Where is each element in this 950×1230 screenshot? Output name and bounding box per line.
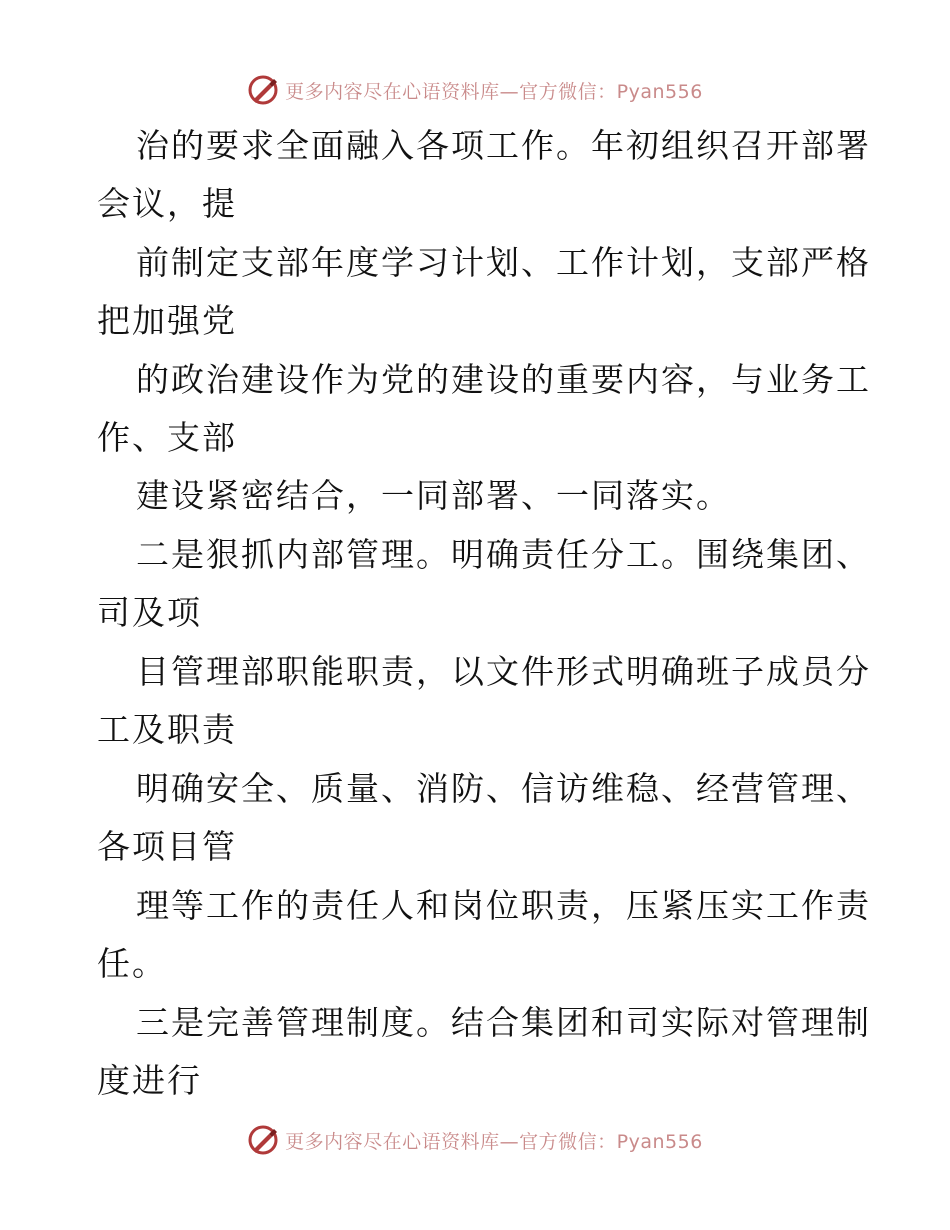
watermark-text: 更多内容尽在心语资料库—官方微信：Pyan556 (285, 1130, 703, 1153)
text-line: 会议，提 (97, 184, 237, 223)
text-line: 治的要求全面融入各项工作。年初组织召开部署 (136, 126, 871, 165)
header-watermark (0, 70, 950, 110)
text-line: 司及项 (97, 593, 202, 632)
pen-logo-icon (247, 74, 279, 106)
text-line: 各项目管 (97, 827, 237, 866)
text-line: 任。 (97, 944, 167, 983)
text-line: 把加强党 (97, 301, 237, 340)
text-line: 二是狠抓内部管理。明确责任分工。围绕集团、 (136, 535, 871, 574)
watermark-text: 更多内容尽在心语资料库—官方微信：Pyan556 (285, 80, 703, 103)
text-line: 三是完善管理制度。结合集团和司实际对管理制 (136, 1003, 871, 1042)
text-line: 建设紧密结合，一同部署、一同落实。 (136, 476, 731, 515)
text-line: 的政治建设作为党的建设的重要内容，与业务工 (136, 360, 871, 399)
text-line: 作、支部 (97, 418, 237, 457)
text-line: 前制定支部年度学习计划、工作计划，支部严格 (136, 243, 871, 282)
footer-watermark (0, 1120, 950, 1160)
text-line: 目管理部职能职责，以文件形式明确班子成员分 (136, 652, 871, 691)
text-line: 度进行 (97, 1061, 202, 1100)
text-line: 明确安全、质量、消防、信访维稳、经营管理、 (136, 769, 871, 808)
pen-logo-icon (247, 1124, 279, 1156)
text-line: 工及职责 (97, 710, 237, 749)
text-line: 理等工作的责任人和岗位职责，压紧压实工作责 (136, 886, 871, 925)
